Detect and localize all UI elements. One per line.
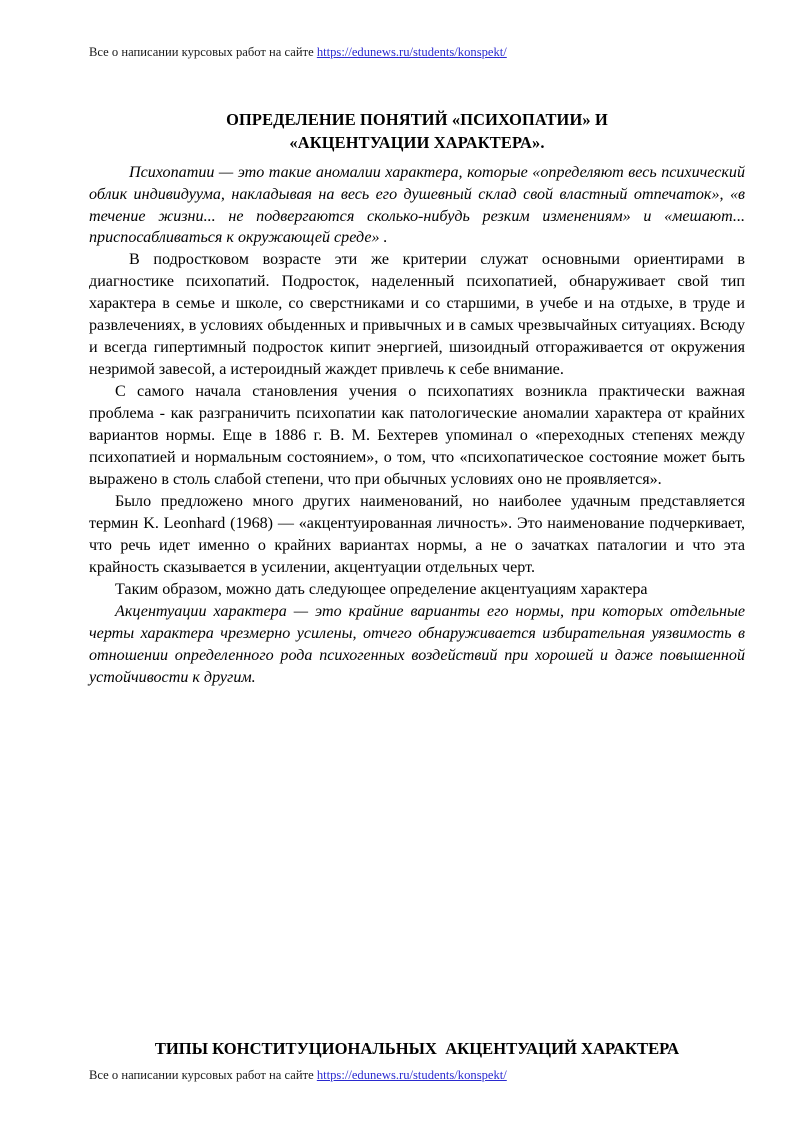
page-footer: [89, 1068, 749, 1084]
document-content: [89, 108, 745, 688]
header-label: Все о написании курсовых работ на сайте: [89, 45, 317, 59]
page-header: [89, 45, 749, 61]
bottom-section-heading: ТИПЫ КОНСТИТУЦИОНАЛЬНЫХ АКЦЕНТУАЦИЙ ХАРАКТЕРА: [154, 1039, 680, 1058]
paragraph-conclusion-lead: Таким образом, можно дать следующее определение акцентуациям характера: [115, 580, 648, 598]
paragraph-accentuations-definition: Акцентуации характера — это крайние варианты его нормы, при которых отдельные черты характера чрезмерно усилены, отчего обнаруживается избирательная уязвимость в отношении определенного рода психогенных воздействий при хорошей и даже повышенной устойчивости к другим.: [89, 602, 745, 686]
paragraph-psychopathies-definition: Психопатии — это такие аномалии характера, которые «определяют весь психический облик индивидуума, накладывая на весь его душевный склад свой властный отпечаток», «в течение жизни... не подвергаются сколько-нибудь резким изменениям» и «мешают... приспосабливаться к окружающей среде» .: [89, 163, 745, 247]
paragraph-history-bekhterev: С самого начала становления учения о психопатиях возникла практически важная проблема - как разграничить психопатии как патологические аномалии характера от крайних вариантов нормы. Еще в 1886 г. В. М. Бехтерев упоминал о «переходных степенях между психопатией и нормальным состоянием», о том, что «психопатическое состояние может быть выражено в столь слабой степени, что при обычных условиях оно не проявляется».: [89, 383, 745, 488]
footer-site-link[interactable]: https://edunews.ru/students/konspekt/: [316, 1068, 507, 1082]
footer-label: Все о написании курсовых работ на сайте: [89, 1068, 317, 1082]
header-site-link[interactable]: https://edunews.ru/students/konspekt/: [316, 45, 507, 59]
page-title-line-1: ОПРЕДЕЛЕНИЕ ПОНЯТИЙ «ПСИХОПАТИИ» И: [226, 110, 608, 129]
paragraph-adolescent-criteria: В подростковом возрасте эти же критерии служат основными ориентирами в диагностике психопатий. Подросток, наделенный психопатией, обнаруживает свой тип характера в семье и школе, со сверстниками и со старшими, в учебе и на отдыхе, в труде и развлечениях, в условиях обыденных и привычных и в самых чрезвычайных ситуациях. Всюду и всегда гипертимный подросток кипит энергией, шизоидный отгораживается от окружения незримой завесой, а истероидный жаждет привлечь к себе внимание.: [89, 251, 745, 379]
page-title: [89, 108, 745, 155]
paragraph-leonhard-term: Было предложено много других наименований, но наиболее удачным представляется термин K. Leonhard (1968) — «акцентуированная личность». Это наименование подчеркивает, что речь идет именно о крайних вариантах нормы, а не о зачатках паталогии и что эта крайность сказывается в усилении, акцентуации отдельных черт.: [89, 492, 745, 576]
page-title-line-2: «АКЦЕНТУАЦИИ ХАРАКТЕРА».: [289, 133, 545, 153]
